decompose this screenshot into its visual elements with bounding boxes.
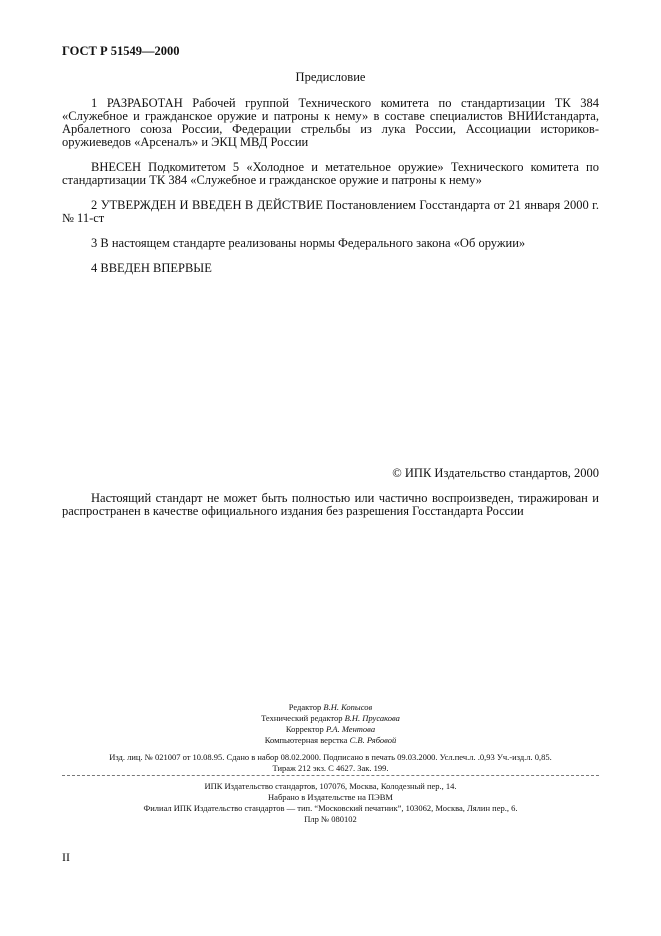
printer-line-1: ИПК Издательство стандартов, 107076, Москва, Колодезный пер., 14. [204,781,457,791]
preface-item-2 [62,199,599,225]
credit-editor: Редактор В.Н. Копысов [288,702,373,712]
document-number: ГОСТ Р 51549—2000 [62,44,180,58]
printer-line-3: Филиал ИПК Издательство стандартов — тип. “Московский печатник”, 103062, Москва, Лялин пер., 6. [143,803,518,813]
publication-line-1: Изд. лиц. № 021007 от 10.08.95. Сдано в набор 08.02.2000. Подписано в печать 09.03.2000. Усл.печ.л. .0,93 Уч.-изд.л. 0,85. [109,752,552,762]
credit-layout: Компьютерная верстка С.В. Рябовой [264,735,397,745]
preface-item-4 [62,262,599,275]
preface-title: Предисловие [295,70,366,84]
preface-item-1-text: 1 РАЗРАБОТАН Рабочей группой Технического комитета по стандартизации ТК 384 «Служебное и гражданское оружие и патроны к нему» в составе специалистов ВНИИстандарта, Арбалетного союза России, Федерации стрельбы из лука России, Ассоциации историков-оружиеведов «Арсеналъ» и ЭКЦ МВД России [62,96,599,149]
copyright-notice [62,492,599,518]
preface-item-4-text: 4 ВВЕДЕН ВПЕРВЫЕ [91,261,212,275]
preface-item-introduced [62,161,599,187]
copyright-line: © ИПК Издательство стандартов, 2000 [392,466,599,480]
printer-info [0,781,661,825]
preface-item-1 [62,97,599,149]
publication-line-2: Тираж 212 экз. С 4627. Зак. 199. [272,763,389,773]
page-number: II [62,850,70,864]
copyright-notice-text: Настоящий стандарт не может быть полностью или частично воспроизведен, тиражирован и распространен в качестве официального издания без разрешения Госстандарта России [62,491,599,518]
credit-corrector: Корректор Р.А. Ментова [285,724,376,734]
preface-item-3 [62,237,599,250]
printer-line-4: Плр № 080102 [304,814,357,824]
credit-tech-editor: Технический редактор В.Н. Прусакова [261,713,400,723]
credits-block [0,702,661,746]
preface-item-2-text: 2 УТВЕРЖДЕН И ВВЕДЕН В ДЕЙСТВИЕ Постановлением Госстандарта от 21 января 2000 г. № 11-ст [62,198,599,225]
dashed-divider [62,775,599,776]
printer-line-2: Набрано в Издательстве на ПЭВМ [268,792,393,802]
publication-info [0,752,661,774]
preface-item-3-text: 3 В настоящем стандарте реализованы нормы Федерального закона «Об оружии» [91,236,526,250]
preface-item-introduced-text: ВНЕСЕН Подкомитетом 5 «Холодное и метательное оружие» Технического комитета по стандартизации ТК 384 «Служебное и гражданское оружие и патроны к нему» [62,160,599,187]
